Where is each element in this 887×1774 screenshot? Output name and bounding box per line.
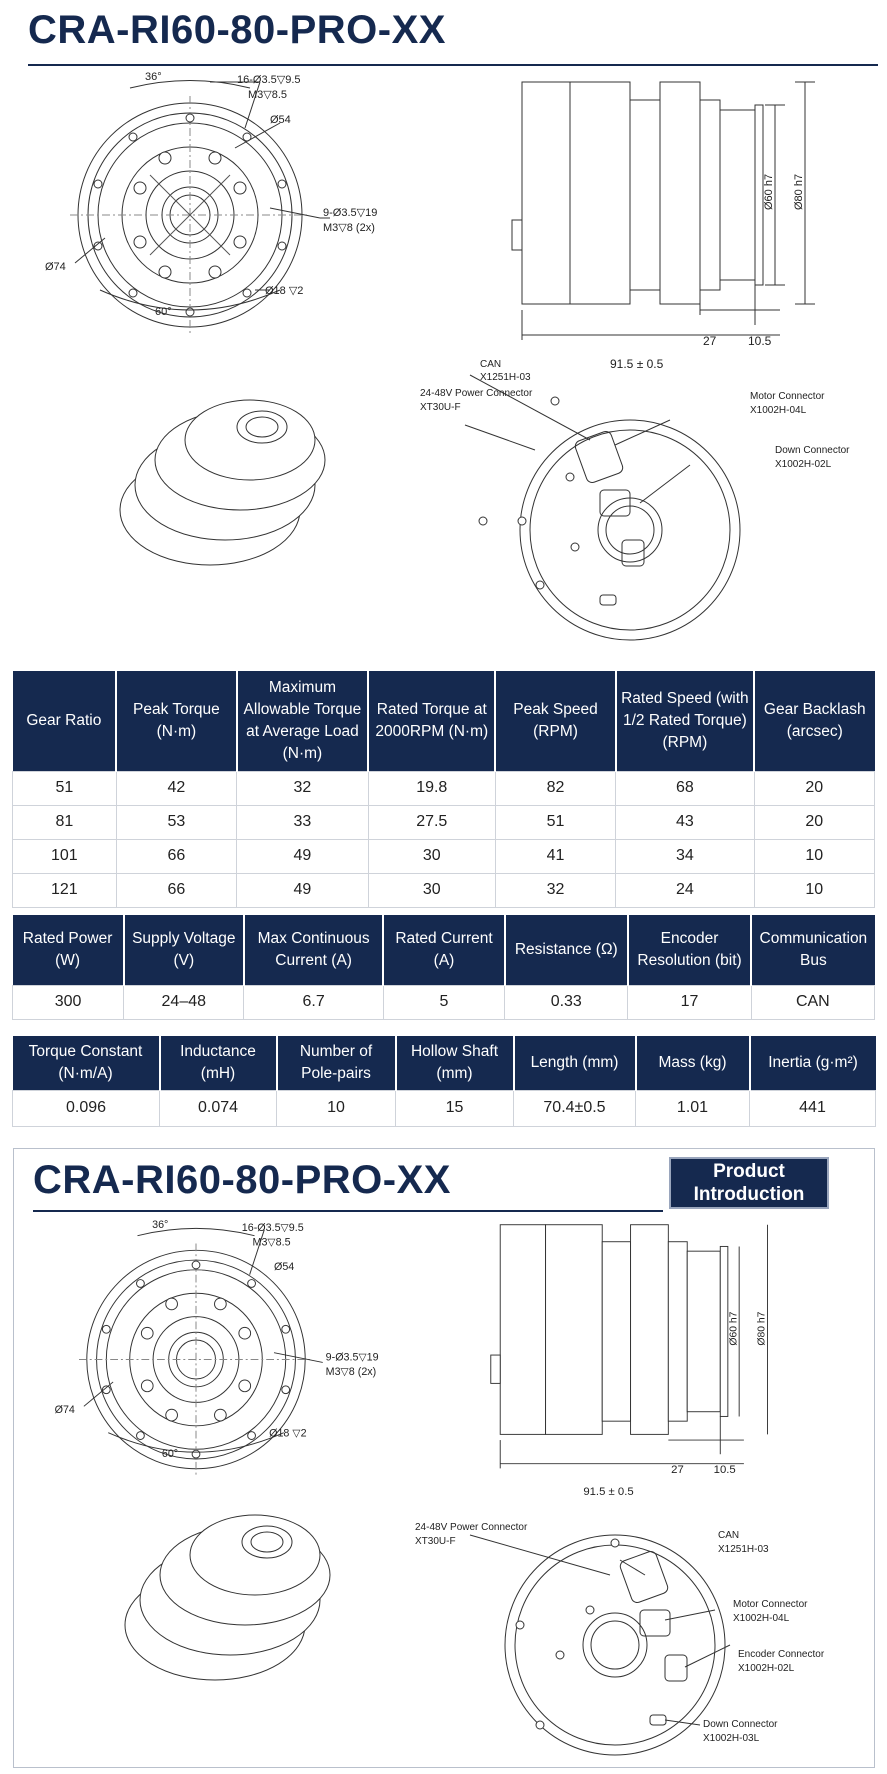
table-cell: 6.7 — [244, 985, 383, 1019]
label-angle-60: 60° — [161, 1448, 179, 1461]
table-cell: 49 — [237, 839, 369, 873]
mechanical-spec-table — [12, 1036, 876, 1127]
table-cell: 441 — [750, 1090, 876, 1126]
label-angle-60: 60° — [155, 306, 172, 318]
table-cell: 101 — [13, 839, 117, 873]
table2-header: Encoder Resolution (bit) — [628, 915, 751, 985]
label-dia-18: Ø18 ▽2 — [269, 1427, 307, 1440]
front-flange-drawing — [30, 68, 430, 363]
label-angle-36: 36° — [152, 1218, 169, 1231]
table-cell: 15 — [396, 1090, 514, 1126]
table-cell: 0.096 — [13, 1090, 160, 1126]
label-can: CAN — [718, 1530, 740, 1541]
table-cell: 51 — [13, 771, 117, 805]
label-holes-9: 9-Ø3.5▽19 — [325, 1351, 379, 1364]
table2-header: Max Continuous Current (A) — [244, 915, 383, 985]
table1-header: Rated Torque at 2000RPM (N·m) — [368, 671, 495, 771]
table-cell: 66 — [116, 873, 236, 907]
table1-header: Peak Speed (RPM) — [495, 671, 615, 771]
label-holes-16: 16-Ø3.5▽9.5 — [241, 1221, 304, 1234]
table-cell: 70.4±0.5 — [514, 1090, 636, 1126]
section-title: CRA-RI60-80-PRO-XX — [33, 1158, 451, 1202]
label-encoder: Encoder Connector — [738, 1649, 825, 1660]
label-angle-36: 36° — [145, 71, 162, 83]
label-holes-16: 16-Ø3.5▽9.5 — [237, 74, 301, 86]
gear-spec-table — [12, 671, 875, 908]
label-dia-60: Ø60 h7 — [763, 173, 775, 210]
label-power-part: XT30U-F — [420, 402, 461, 413]
table-cell: 24 — [616, 873, 754, 907]
isometric-drawing — [100, 385, 350, 585]
table-row — [13, 771, 875, 805]
label-dia-54: Ø54 — [274, 1260, 295, 1273]
rear-connector-drawing — [400, 1515, 870, 1765]
table3-header: Mass (kg) — [636, 1036, 750, 1090]
table3-header: Inertia (g·m²) — [750, 1036, 876, 1090]
isometric-drawing — [105, 1500, 355, 1700]
table-row — [13, 873, 875, 907]
label-can: CAN — [480, 359, 502, 370]
table-cell: 30 — [368, 839, 495, 873]
table-cell: 49 — [237, 873, 369, 907]
table3-header: Torque Constant (N·m/A) — [13, 1036, 160, 1090]
table-cell: 82 — [495, 771, 615, 805]
label-power-part: XT30U-F — [415, 1536, 456, 1547]
table-cell: 41 — [495, 839, 615, 873]
table-cell: 42 — [116, 771, 236, 805]
table-cell: 43 — [616, 805, 754, 839]
table-cell: CAN — [751, 985, 874, 1019]
label-dia-80: Ø80 h7 — [756, 1311, 768, 1346]
table-cell: 51 — [495, 805, 615, 839]
table-cell: 24–48 — [124, 985, 244, 1019]
label-dia-74: Ø74 — [45, 261, 66, 273]
label-m3-8: M3▽8 (2x) — [325, 1366, 377, 1379]
label-can-part: X1251H-03 — [718, 1544, 769, 1555]
table-cell: 53 — [116, 805, 236, 839]
table-cell: 10 — [754, 873, 874, 907]
table1-header: Rated Speed (with 1/2 Rated Torque) (RPM) — [616, 671, 754, 771]
label-dia-74: Ø74 — [54, 1404, 75, 1417]
table-cell: 32 — [495, 873, 615, 907]
table1-header: Maximum Allowable Torque at Average Load (N·m) — [237, 671, 369, 771]
table2-header: Communication Bus — [751, 915, 874, 985]
table-cell: 121 — [13, 873, 117, 907]
table-cell: 20 — [754, 805, 874, 839]
label-motor-part: X1002H-04L — [750, 405, 807, 416]
label-down-part: X1002H-02L — [775, 459, 832, 470]
table1-header: Gear Backlash (arcsec) — [754, 671, 874, 771]
label-len-105: 10.5 — [748, 334, 772, 348]
table3-header: Inductance (mH) — [160, 1036, 277, 1090]
table-row — [13, 985, 875, 1019]
title-rule — [28, 64, 878, 66]
label-dia-54: Ø54 — [270, 114, 291, 126]
label-power: 24-48V Power Connector — [415, 1522, 528, 1533]
product-intro-badge: Product Introduction — [669, 1157, 829, 1209]
table2-header: Resistance (Ω) — [505, 915, 628, 985]
label-len-27: 27 — [703, 334, 717, 348]
page-title: CRA-RI60-80-PRO-XX — [28, 8, 446, 52]
label-m3-85: M3▽8.5 — [248, 89, 288, 101]
label-motor: Motor Connector — [733, 1599, 808, 1610]
table3-header: Length (mm) — [514, 1036, 636, 1090]
label-m3-85: M3▽8.5 — [252, 1236, 291, 1249]
label-len-915: 91.5 ± 0.5 — [583, 1485, 634, 1498]
label-len-915: 91.5 ± 0.5 — [610, 357, 664, 371]
table-cell: 1.01 — [636, 1090, 750, 1126]
table-cell: 10 — [277, 1090, 396, 1126]
table1-header: Peak Torque (N·m) — [116, 671, 236, 771]
label-down2-part: X1002H-03L — [703, 1733, 760, 1744]
label-motor: Motor Connector — [750, 391, 825, 402]
label-can-part: X1251H-03 — [480, 372, 531, 383]
electrical-spec-table — [12, 915, 875, 1020]
table-cell: 19.8 — [368, 771, 495, 805]
table-cell: 300 — [13, 985, 124, 1019]
table-row — [13, 1090, 876, 1126]
table-cell: 66 — [116, 839, 236, 873]
label-power: 24-48V Power Connector — [420, 388, 533, 399]
side-view-drawing — [490, 80, 850, 380]
table-row — [13, 805, 875, 839]
table-cell: 5 — [383, 985, 504, 1019]
label-down2: Down Connector — [703, 1719, 778, 1730]
table-cell: 32 — [237, 771, 369, 805]
table-cell: 33 — [237, 805, 369, 839]
table3-header: Number of Pole-pairs — [277, 1036, 396, 1090]
table2-header: Rated Current (A) — [383, 915, 504, 985]
label-holes-9: 9-Ø3.5▽19 — [323, 207, 378, 219]
table-cell: 68 — [616, 771, 754, 805]
table-row — [13, 839, 875, 873]
table-cell: 0.074 — [160, 1090, 277, 1126]
label-m3-8: M3▽8 (2x) — [323, 222, 375, 234]
table-cell: 34 — [616, 839, 754, 873]
table2-header: Rated Power (W) — [13, 915, 124, 985]
table-cell: 30 — [368, 873, 495, 907]
side-view-drawing — [470, 1222, 810, 1507]
label-motor-part: X1002H-04L — [733, 1613, 790, 1624]
front-flange-drawing — [40, 1215, 430, 1505]
label-dia-60: Ø60 h7 — [728, 1311, 740, 1346]
section-rule — [33, 1210, 663, 1212]
table3-header: Hollow Shaft (mm) — [396, 1036, 514, 1090]
table-cell: 0.33 — [505, 985, 628, 1019]
label-len-27: 27 — [671, 1464, 684, 1477]
table-cell: 17 — [628, 985, 751, 1019]
table-cell: 20 — [754, 771, 874, 805]
table-cell: 27.5 — [368, 805, 495, 839]
table-cell: 81 — [13, 805, 117, 839]
label-encoder-part: X1002H-02L — [738, 1663, 795, 1674]
label-down: Down Connector — [775, 445, 850, 456]
table-cell: 10 — [754, 839, 874, 873]
label-dia-80: Ø80 h7 — [793, 173, 805, 210]
table1-header: Gear Ratio — [13, 671, 117, 771]
label-len-105: 10.5 — [713, 1464, 736, 1477]
table2-header: Supply Voltage (V) — [124, 915, 244, 985]
label-dia-18: Ø18 ▽2 — [265, 285, 304, 297]
